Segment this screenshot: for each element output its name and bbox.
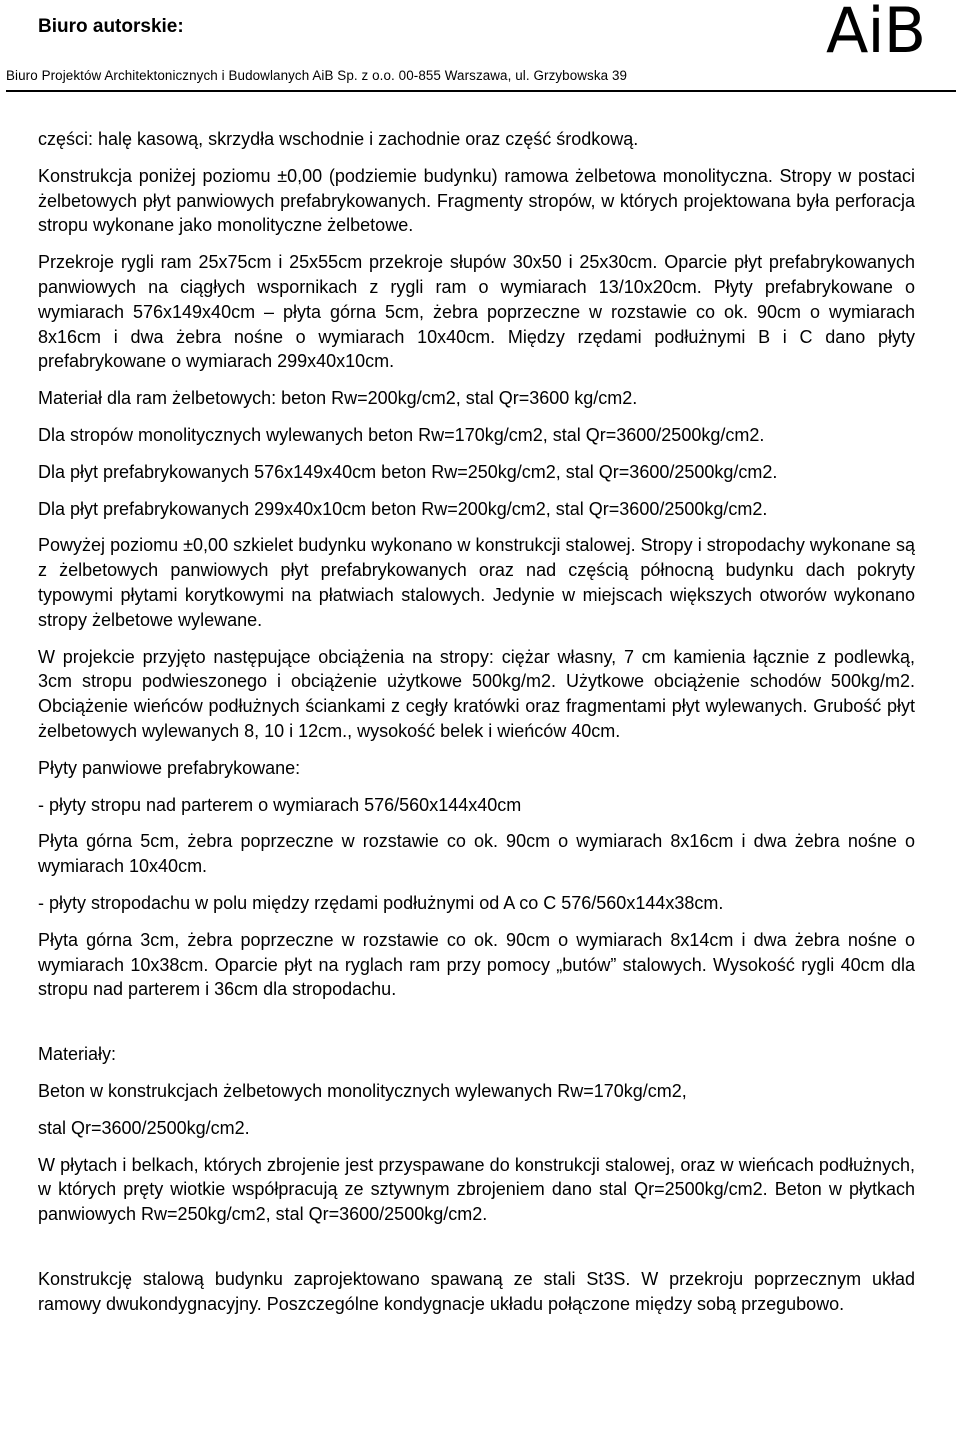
paragraph: Materiał dla ram żelbetowych: beton Rw=200kg/cm2, stal Qr=3600 kg/cm2.: [38, 388, 638, 409]
paragraph: Konstrukcję stalową budynku zaprojektowano spawaną ze stali St3S. W przekroju poprzecznym układ ramowy dwukondygnacyjny. Poszczególne kondygnacje układu połączone między sobą przegubowo.: [38, 1268, 915, 1314]
paragraph: Dla płyt prefabrykowanych 576x149x40cm beton Rw=250kg/cm2, stal Qr=3600/2500kg/cm2.: [38, 461, 778, 482]
paragraph: Przekroje rygli ram 25x75cm i 25x55cm przekroje słupów 30x50 i 25x30cm. Oparcie płyt prefabrykowanych panwiowych na ciągłych wspornikach z rygli ram o wymiarach 13/10x20cm. Płyty prefabrykowane o wymiarach 576x149x40cm – płyta górna 5cm, żebra poprzeczne w rozstawie co ok. 90cm o wymiarach 8x16cm i dwa żebra nośne o wymiarach 10x40cm. Między rzędami podłużnymi B i C dano płyty prefabrykowane o wymiarach 299x40x10cm.: [38, 252, 915, 372]
paragraph: Dla stropów monolitycznych wylewanych beton Rw=170kg/cm2, stal Qr=3600/2500kg/cm2.: [38, 424, 765, 445]
paragraph: W płytach i belkach, których zbrojenie jest przyspawane do konstrukcji stalowej, oraz w wieńcach podłużnych, w których pręty wiotkie współpracują ze sztywnym zbrojeniem dano stal Qr=2500kg/cm2. Beton w płytkach panwiowych Rw=250kg/cm2, stal Qr=3600/2500kg/cm2.: [38, 1154, 915, 1225]
section-label: Płyty panwiowe prefabrykowane:: [38, 757, 301, 778]
office-address: Biuro Projektów Architektonicznych i Budowlanych AiB Sp. z o.o. 00-855 Warszawa, ul. Grzybowska 39: [6, 68, 628, 83]
section-label: Materiały:: [38, 1044, 117, 1065]
paragraph: stal Qr=3600/2500kg/cm2.: [38, 1117, 250, 1138]
aib-logo: AiB: [826, 0, 926, 67]
paragraph: Powyżej poziomu ±0,00 szkielet budynku wykonano w konstrukcji stalowej. Stropy i stropodachy wykonane są z żelbetowych panwiowych płyt prefabrykowanych oraz nad częścią północną budynku dach pokryty typowymi płytami korytkowymi na płatwiach stalowych. Jedynie w miejscach większych otworów wykonano stropy żelbetowe wylewane.: [38, 535, 915, 630]
paragraph: Beton w konstrukcjach żelbetowych monolitycznych wylewanych Rw=170kg/cm2,: [38, 1080, 687, 1101]
paragraph: Płyta górna 3cm, żebra poprzeczne w rozstawie co ok. 90cm o wymiarach 8x14cm i dwa żebra nośne o wymiarach 10x38cm. Oparcie płyt na ryglach ram przy pomocy „butów” stalowych. Wysokość rygli 40cm dla stropu nad parterem i 36cm dla stropodachu.: [38, 929, 915, 1000]
header-divider: [6, 90, 956, 92]
document-body: [38, 127, 915, 1328]
paragraph: - płyty stropodachu w polu między rzędami podłużnymi od A co C 576/560x144x38cm.: [38, 892, 724, 913]
paragraph: części: halę kasową, skrzydła wschodnie i zachodnie oraz część środkową.: [38, 129, 639, 149]
paragraph: Konstrukcja poniżej poziomu ±0,00 (podziemie budynku) ramowa żelbetowa monolityczna. Stropy w postaci żelbetowych płyt panwiowych prefabrykowanych. Fragmenty stropów, w których projektowana była perforacja stropu wykonane jako monolityczne żelbetowe.: [38, 165, 915, 236]
paragraph: Dla płyt prefabrykowanych 299x40x10cm beton Rw=200kg/cm2, stal Qr=3600/2500kg/cm2.: [38, 498, 768, 519]
paragraph: W projekcie przyjęto następujące obciążenia na stropy: ciężar własny, 7 cm kamienia łącznie z podlewką, 3cm stropu podwieszonego i obciążenie użytkowe 500kg/m2. Użytkowe obciążenie schodów 500kg/m2. Obciążenie wieńców podłużnych ściankami z cegły kratówki oraz fragmentami płyt wylewanych. Grubość płyt żelbetowych wylewanych 8, 10 i 12cm., wysokość belek i wieńców 40cm.: [38, 646, 915, 741]
paragraph: - płyty stropu nad parterem o wymiarach 576/560x144x40cm: [38, 794, 522, 815]
paragraph: Płyta górna 5cm, żebra poprzeczne w rozstawie co ok. 90cm o wymiarach 8x16cm i dwa żebra nośne o wymiarach 10x40cm.: [38, 831, 915, 877]
author-office-label: Biuro autorskie:: [38, 16, 184, 37]
